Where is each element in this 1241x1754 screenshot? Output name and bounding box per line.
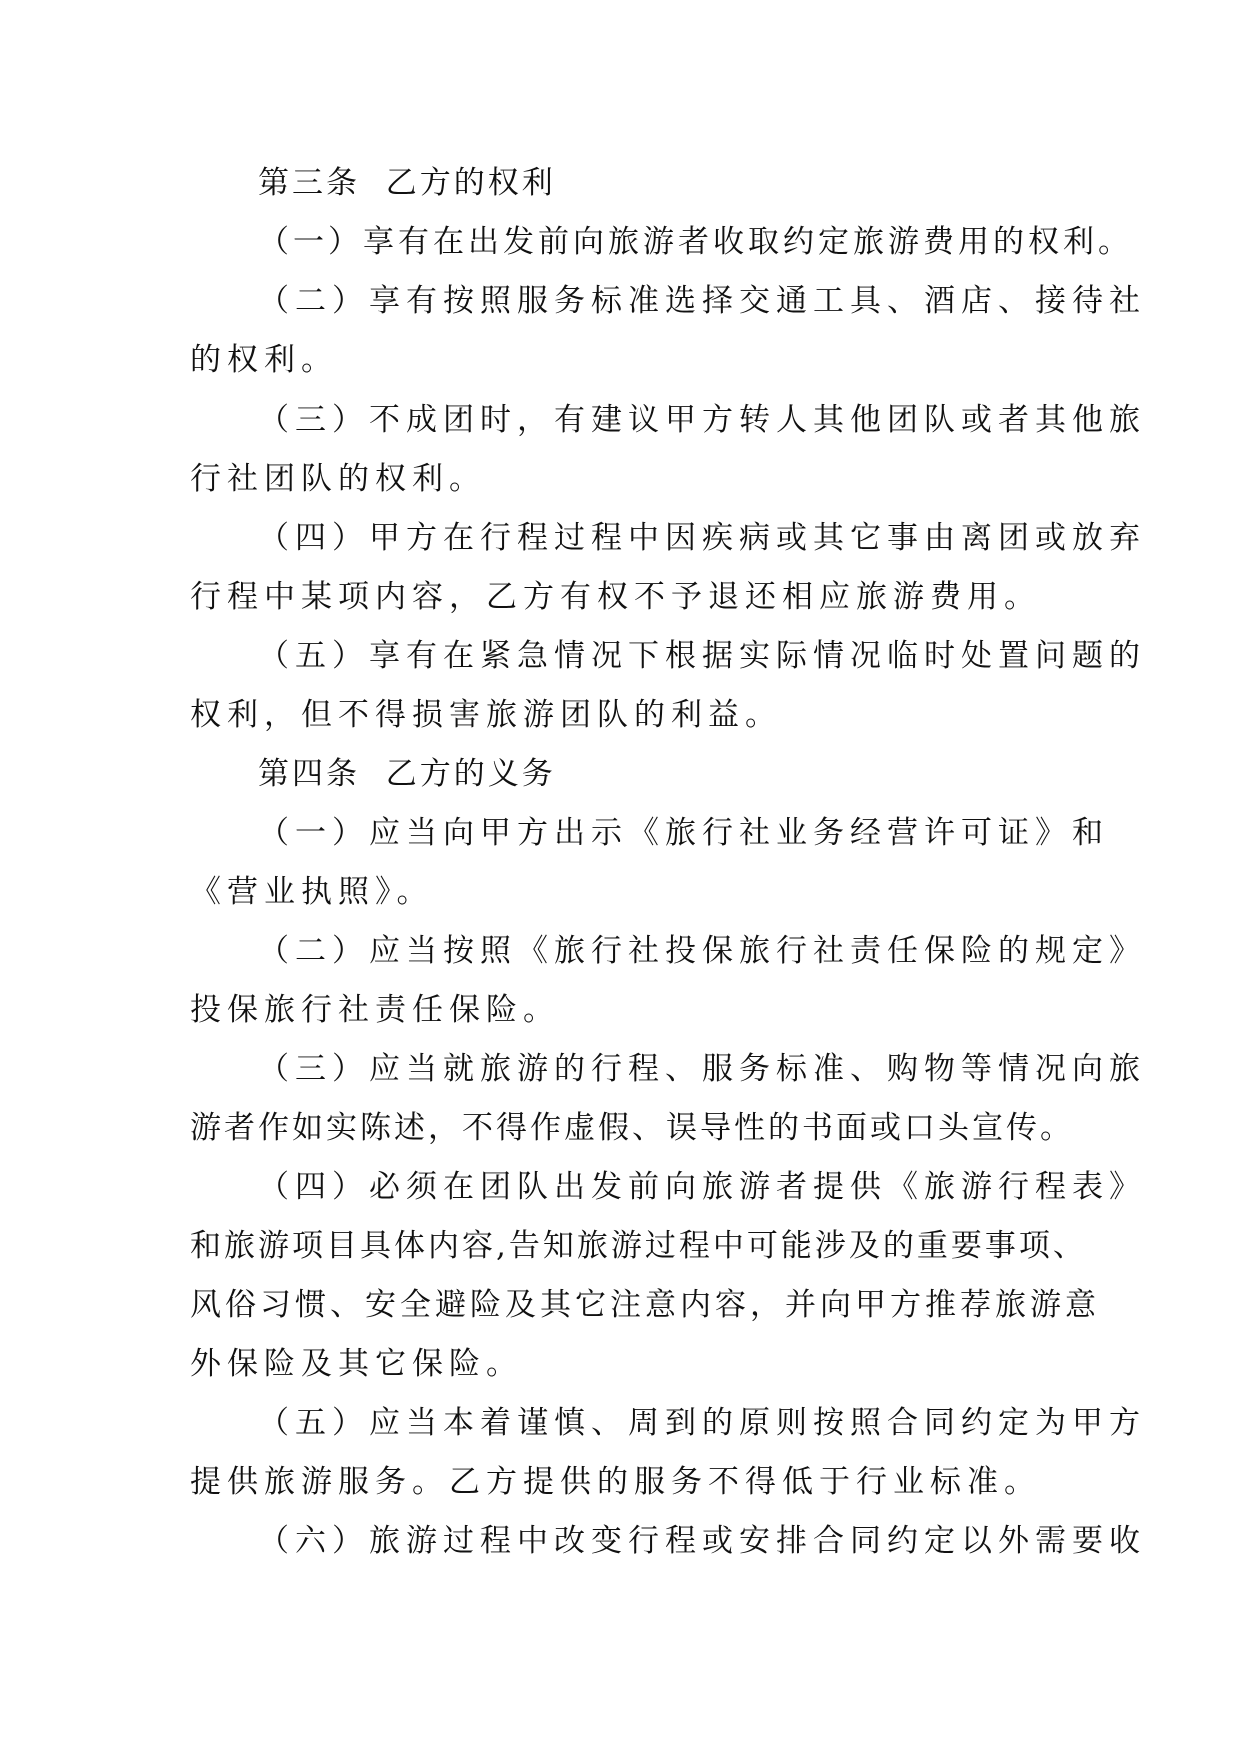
- article-3-clause-4-line-1: （四）甲方在行程过程中因疾病或其它事由离团或放弃: [258, 520, 1146, 556]
- article-4-clause-4-line-1: （四）必须在团队出发前向旅游者提供《旅游行程表》: [258, 1169, 1146, 1205]
- article-3-clause-1: （一）享有在出发前向旅游者收取约定旅游费用的权利。: [258, 224, 1133, 260]
- article-3-clause-2-line-2: 的权利。: [190, 342, 338, 378]
- article-4-clause-2-line-2: 投保旅行社责任保险。: [190, 992, 560, 1028]
- article-4-clause-5-line-2: 提供旅游服务。乙方提供的服务不得低于行业标准。: [190, 1464, 1041, 1500]
- article-3-clause-3-line-2: 行社团队的权利。: [190, 461, 486, 497]
- article-4-clause-2-line-1: （二）应当按照《旅行社投保旅行社责任保险的规定》: [258, 933, 1146, 969]
- article-4-clause-3-line-1: （三）应当就旅游的行程、服务标准、购物等情况向旅: [258, 1051, 1146, 1087]
- article-3-clause-2-line-1: （二）享有按照服务标准选择交通工具、酒店、接待社: [258, 283, 1146, 319]
- article-4-clause-1-line-2: 《营业执照》。: [190, 874, 434, 910]
- article-3-clause-5-line-1: （五）享有在紧急情况下根据实际情况临时处置问题的: [258, 638, 1146, 674]
- article-4-clause-4-line-3: 风俗习惯、安全避险及其它注意内容，并向甲方推荐旅游意: [190, 1287, 1100, 1323]
- article-4-clause-4-line-4: 外保险及其它保险。: [190, 1346, 523, 1382]
- article-3-clause-3-line-1: （三）不成团时，有建议甲方转人其他团队或者其他旅: [258, 402, 1146, 438]
- article-3-clause-5-line-2: 权利，但不得损害旅游团队的利益。: [190, 697, 782, 733]
- article-3-clause-4-line-2: 行程中某项内容，乙方有权不予退还相应旅游费用。: [190, 579, 1041, 615]
- article-3-heading: 第三条 乙方的权利: [258, 165, 556, 201]
- article-4-clause-1-line-1: （一）应当向甲方出示《旅行社业务经营许可证》和: [258, 815, 1109, 851]
- article-4-clause-6-line-1: （六）旅游过程中改变行程或安排合同约定以外需要收: [258, 1523, 1146, 1559]
- article-4-clause-4-line-2: 和旅游项目具体内容,告知旅游过程中可能涉及的重要事项、: [190, 1228, 1087, 1264]
- article-4-clause-3-line-2: 游者作如实陈述，不得作虚假、误导性的书面或口头宣传。: [190, 1110, 1074, 1146]
- article-4-heading: 第四条 乙方的义务: [258, 756, 556, 792]
- article-4-clause-5-line-1: （五）应当本着谨慎、周到的原则按照合同约定为甲方: [258, 1405, 1146, 1441]
